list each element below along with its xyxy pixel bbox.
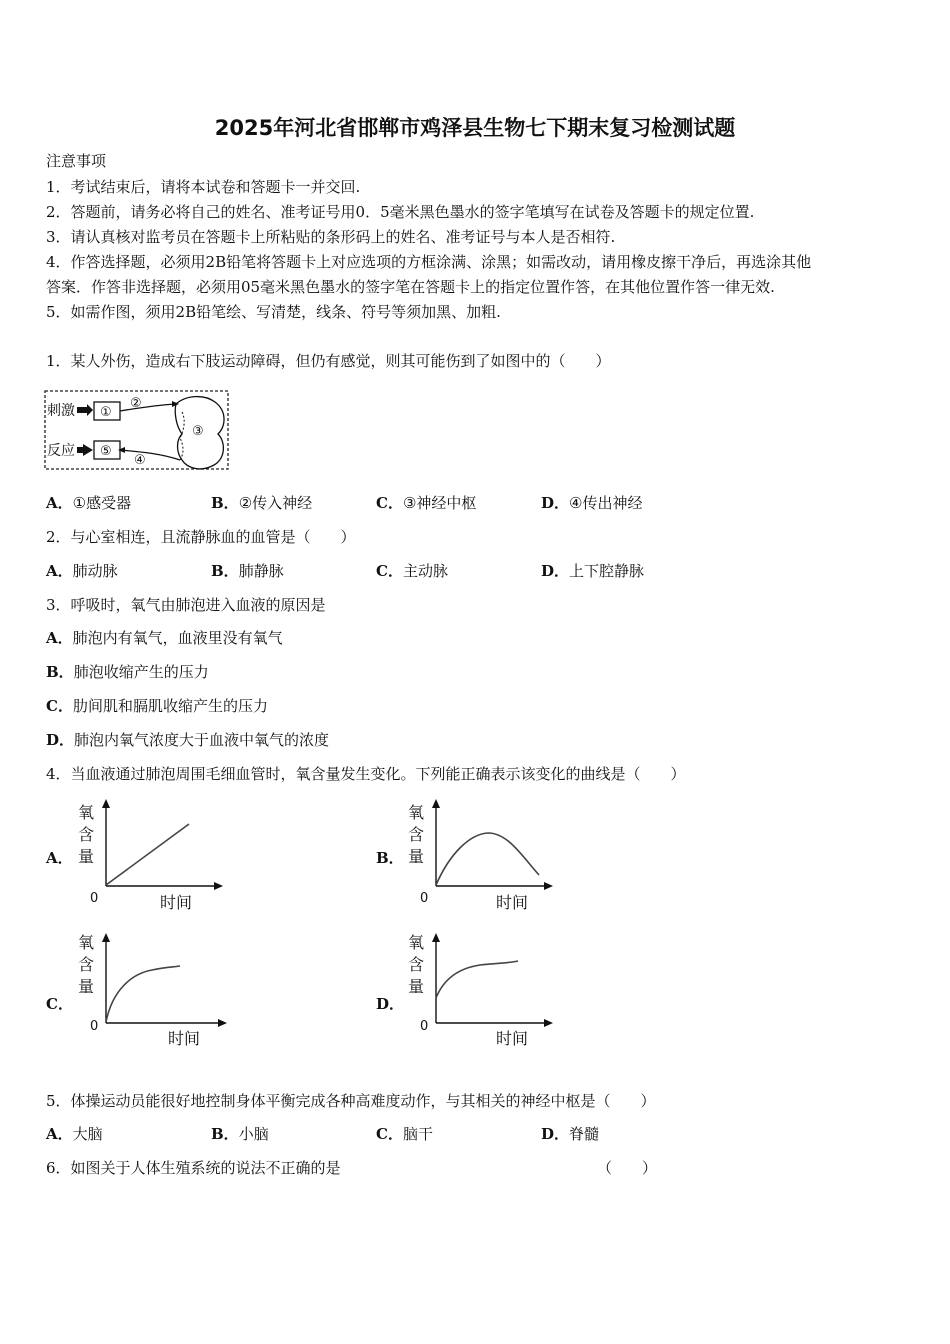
question-2-option-a[interactable]: A．肺动脉	[46, 562, 118, 580]
y-label-char: 含	[78, 955, 95, 974]
y-label-char: 量	[78, 977, 95, 996]
y-label-char: 含	[408, 825, 425, 844]
diagram-label-3: ③	[192, 424, 204, 439]
y-axis-arrow-icon	[432, 933, 440, 942]
question-6-answer-bracket: （ ）	[597, 1159, 658, 1177]
question-1-option-d[interactable]: D．④传出神经	[541, 494, 643, 512]
question-4-option-b-letter[interactable]: B．	[376, 849, 404, 867]
question-3-option-d[interactable]: D．肺泡内氧气浓度大于血液中氧气的浓度	[46, 731, 330, 749]
notice-item: 答案．作答非选择题，必须用05毫米黑色墨水的签字笔在答题卡上的指定位置作答，在其他位置作答一律无效.	[46, 278, 775, 296]
x-axis-arrow-icon	[544, 882, 553, 890]
x-axis-label: 时间	[168, 1029, 201, 1048]
diagram-label-1: ①	[100, 405, 112, 420]
notice-heading: 注意事项	[46, 152, 107, 170]
question-2-option-c[interactable]: C．主动脉	[376, 562, 448, 580]
notice-item: 5．如需作图，须用2B铅笔绘、写清楚，线条、符号等须加黑、加粗.	[46, 303, 501, 321]
x-axis-label: 时间	[496, 1029, 529, 1048]
y-label-char: 量	[408, 847, 425, 866]
stimulus-arrow-icon	[77, 404, 93, 416]
notice-item: 2．答题前，请务必将自己的姓名、准考证号用0．5毫米黑色墨水的签字笔填写在试卷及答题卡的规定位置.	[46, 203, 755, 221]
x-axis-arrow-icon	[544, 1019, 553, 1027]
y-axis-arrow-icon	[432, 799, 440, 808]
graph-option-a	[70, 798, 230, 916]
diagram-label-5: ⑤	[100, 444, 112, 459]
response-arrow-icon	[77, 444, 93, 456]
graph-option-b	[400, 798, 560, 916]
question-5-option-c[interactable]: C．脑干	[376, 1125, 433, 1143]
curve-saturating-from-offset	[436, 961, 518, 998]
gray-matter-path	[180, 412, 184, 460]
y-label-char: 含	[408, 955, 425, 974]
question-3-option-c[interactable]: C．肋间肌和膈肌收缩产生的压力	[46, 697, 268, 715]
y-axis-arrow-icon	[102, 799, 110, 808]
question-5-option-d[interactable]: D．脊髓	[541, 1125, 600, 1143]
graph-option-c	[70, 932, 230, 1052]
diagram-label-2: ②	[130, 396, 142, 411]
origin-label: 0	[420, 891, 429, 906]
notice-item: 1．考试结束后，请将本试卷和答题卡一并交回.	[46, 178, 361, 196]
diagram-label-4: ④	[134, 453, 146, 468]
question-1-stem: 1．某人外伤，造成右下肢运动障碍，但仍有感觉，则其可能伤到了如图中的（ ）	[46, 352, 611, 370]
question-3-stem: 3．呼吸时，氧气由肺泡进入血液的原因是	[46, 596, 326, 614]
question-6-stem: 6．如图关于人体生殖系统的说法不正确的是	[46, 1159, 341, 1177]
y-label-char: 氧	[78, 803, 95, 822]
reflex-arc-diagram	[44, 390, 230, 472]
y-label-char: 氧	[408, 803, 425, 822]
x-axis-label: 时间	[496, 893, 529, 912]
question-1-option-c[interactable]: C．③神经中枢	[376, 494, 477, 512]
question-3-option-b[interactable]: B．肺泡收缩产生的压力	[46, 663, 209, 681]
curve-saturating-from-zero	[106, 966, 180, 1022]
x-axis-arrow-icon	[214, 882, 223, 890]
efferent-arrow-icon	[118, 447, 125, 453]
y-label-char: 氧	[78, 933, 95, 952]
page-title: 2025年河北省邯郸市鸡泽县生物七下期末复习检测试题	[214, 116, 736, 140]
y-label-char: 氧	[408, 933, 425, 952]
question-3-option-a[interactable]: A．肺泡内有氧气，血液里没有氧气	[46, 629, 283, 647]
y-label-char: 量	[408, 977, 425, 996]
question-4-stem: 4．当血液通过肺泡周围毛细血管时，氧含量发生变化。下列能正确表示该变化的曲线是（ ）	[46, 765, 686, 783]
graph-option-d	[400, 932, 560, 1052]
x-axis-arrow-icon	[218, 1019, 227, 1027]
origin-label: 0	[90, 1019, 99, 1034]
notice-item: 4．作答选择题，必须用2B铅笔将答题卡上对应选项的方框涂满、涂黑；如需改动，请用橡皮擦干净后，再选涂其他	[46, 253, 812, 271]
question-5-option-b[interactable]: B．小脑	[211, 1125, 269, 1143]
y-label-char: 含	[78, 825, 95, 844]
diagram-stimulus-label: 刺激	[47, 403, 75, 419]
y-axis-arrow-icon	[102, 933, 110, 942]
diagram-response-label: 反应	[47, 443, 75, 459]
question-2-option-d[interactable]: D．上下腔静脉	[541, 562, 645, 580]
efferent-nerve-path	[120, 450, 180, 460]
question-1-option-a[interactable]: A．①感受器	[46, 494, 132, 512]
question-2-stem: 2．与心室相连，且流静脉血的血管是（ ）	[46, 528, 356, 546]
question-2-option-b[interactable]: B．肺静脉	[211, 562, 284, 580]
question-5-option-a[interactable]: A．大脑	[46, 1125, 103, 1143]
question-4-option-a-letter[interactable]: A．	[46, 849, 73, 867]
notice-item: 3．请认真核对监考员在答题卡上所粘贴的条形码上的姓名、准考证号与本人是否相符.	[46, 228, 616, 246]
question-4-option-d-letter[interactable]: D．	[376, 995, 405, 1013]
curve-linear	[106, 824, 189, 885]
x-axis-label: 时间	[160, 893, 193, 912]
origin-label: 0	[420, 1019, 429, 1034]
curve-rise-fall	[436, 833, 539, 885]
question-1-option-b[interactable]: B．②传入神经	[211, 494, 313, 512]
question-4-option-c-letter[interactable]: C．	[46, 995, 73, 1013]
afferent-nerve-path	[120, 404, 176, 411]
y-label-char: 量	[78, 847, 95, 866]
origin-label: 0	[90, 891, 99, 906]
question-5-stem: 5．体操运动员能很好地控制身体平衡完成各种高难度动作，与其相关的神经中枢是（ ）	[46, 1092, 656, 1110]
